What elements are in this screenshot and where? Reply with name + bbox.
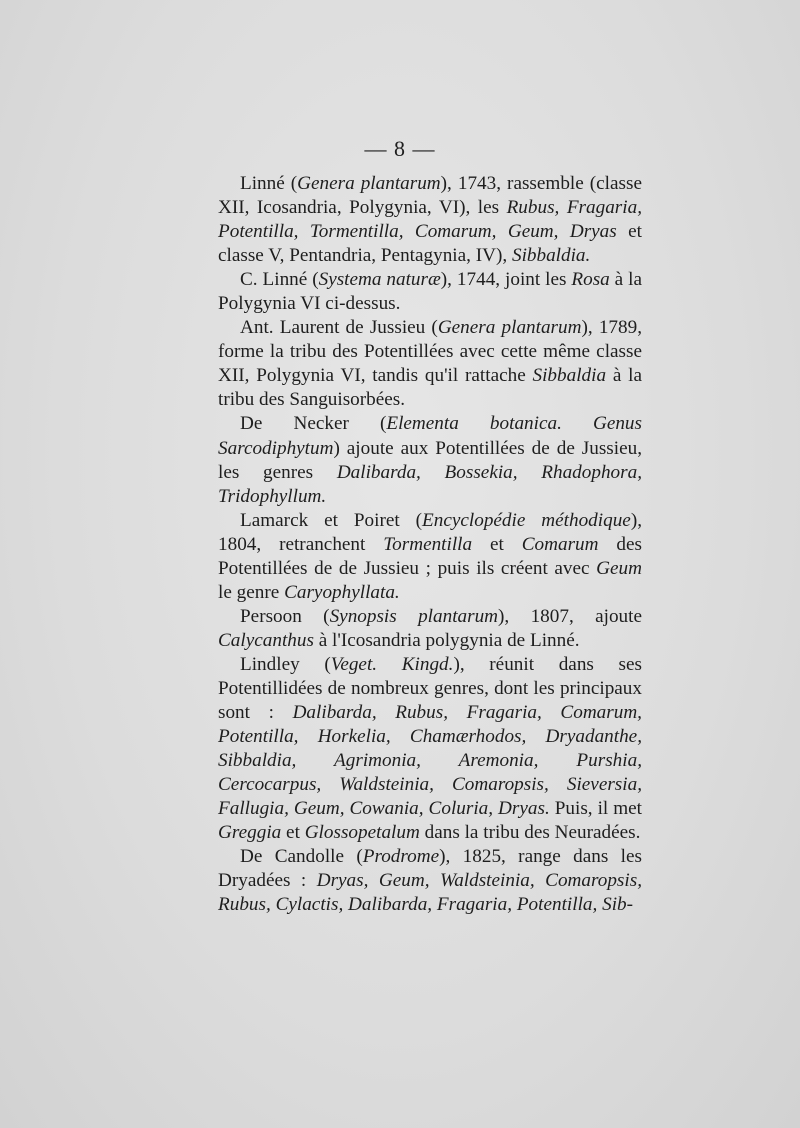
italic-run: Encyclopédie méthodique	[422, 509, 631, 531]
italic-run: Systema naturæ	[318, 269, 441, 291]
italic-run: Dalibarda, Rubus, Fragaria, Comarum, Potentilla, Horkelia, Chamærhodos, Dryadanthe, Sibbaldia, Agrimonia, Aremonia, Purshia, Cercocarpus, Waldsteinia, Comaropsis, Sieversia, Fallugia, Geum, Cowania, Coluria, Dryas.	[218, 702, 642, 820]
paragraph	[218, 172, 642, 268]
italic-run: Veget. Kingd.	[330, 653, 454, 675]
text-run: Ant. Laurent de Jussieu (	[240, 317, 438, 339]
italic-run: Comarum	[521, 533, 599, 555]
italic-run: Prodrome	[362, 846, 440, 868]
text-run: ), 1744, joint les	[440, 269, 572, 291]
italic-run: Genera plantarum	[437, 317, 582, 339]
text-run: ), 1804, retranchent	[218, 509, 643, 555]
paragraph	[218, 509, 642, 605]
italic-run: Geum	[596, 557, 642, 579]
text-run: ), réunit dans ses Potentillidées de nombreux genres, dont les principaux sont :	[218, 653, 642, 724]
text-run: ), 1789, forme la tribu des Potentillées avec cette même classe XII, Polygynia VI, tandis qu'il rattache	[218, 317, 643, 387]
italic-run: Glossopetalum	[304, 822, 420, 844]
italic-run: Sibbaldia.	[511, 245, 591, 267]
paragraph	[218, 268, 642, 316]
italic-run: Sibbaldia	[532, 365, 607, 387]
text-run: ), 1743, rassemble (classe XII, Icosandria, Polygynia, VI), les	[218, 173, 642, 219]
text-run: ), 1825, range dans les Dryadées :	[218, 846, 642, 892]
paragraph	[218, 605, 642, 653]
text-run: Puis, il met	[549, 798, 642, 820]
italic-run: Genera plantarum	[297, 173, 441, 194]
text-run: et classe V, Pentandria, Pentagynia, IV),	[218, 221, 642, 267]
italic-run: Tormentilla	[383, 533, 473, 555]
paragraph	[218, 653, 642, 845]
text-run: C. Linné (	[240, 269, 319, 291]
text-run: Linné (	[240, 173, 298, 194]
text-run: des Potentillées de de Jussieu ; puis ils créent avec	[218, 533, 642, 579]
text-run: De Candolle (	[240, 846, 363, 868]
italic-run: Rubus, Fragaria, Potentilla, Tormentilla, Comarum, Geum, Dryas	[218, 197, 642, 243]
text-run: Lindley (	[240, 653, 331, 675]
italic-run: Greggia	[218, 822, 282, 844]
italic-run: Dalibarda, Bossekia, Rhadophora, Tridophyllum.	[218, 461, 642, 507]
text-run: à l'Icosandria polygynia de Linné.	[313, 629, 580, 651]
italic-run: Elementa botanica. Genus Sarcodiphytum	[218, 413, 642, 459]
italic-run: Caryophyllata.	[284, 581, 400, 603]
italic-run: Calycanthus	[218, 629, 314, 651]
text-run: et	[472, 533, 522, 555]
text-run: dans la tribu des Neuradées.	[419, 822, 641, 844]
text-run: à la tribu des Sanguisorbées.	[218, 365, 642, 411]
text-run: à la Polygynia VI ci-dessus.	[218, 269, 642, 315]
text-run: ), 1807, ajoute	[498, 605, 642, 627]
page-number: — 8 —	[364, 136, 436, 161]
body-text	[218, 172, 642, 917]
paragraph	[218, 412, 642, 508]
text-run: et	[281, 822, 305, 844]
italic-run: Rosa	[571, 269, 610, 291]
text-run: le genre	[218, 581, 285, 603]
paragraph	[218, 845, 642, 917]
text-run: ) ajoute aux Potentillées de de Jussieu, les genres	[218, 437, 642, 483]
italic-run: Dryas, Geum, Waldsteinia, Comaropsis, Rubus, Cylactis, Dalibarda, Fragaria, Potentilla, Sib-	[218, 870, 642, 916]
text-run: Lamarck et Poiret (	[240, 509, 423, 531]
text-run: Persoon (	[240, 605, 330, 627]
paragraph	[218, 316, 642, 412]
text-run: De Necker (	[240, 413, 387, 435]
italic-run: Synopsis plantarum	[329, 605, 499, 627]
